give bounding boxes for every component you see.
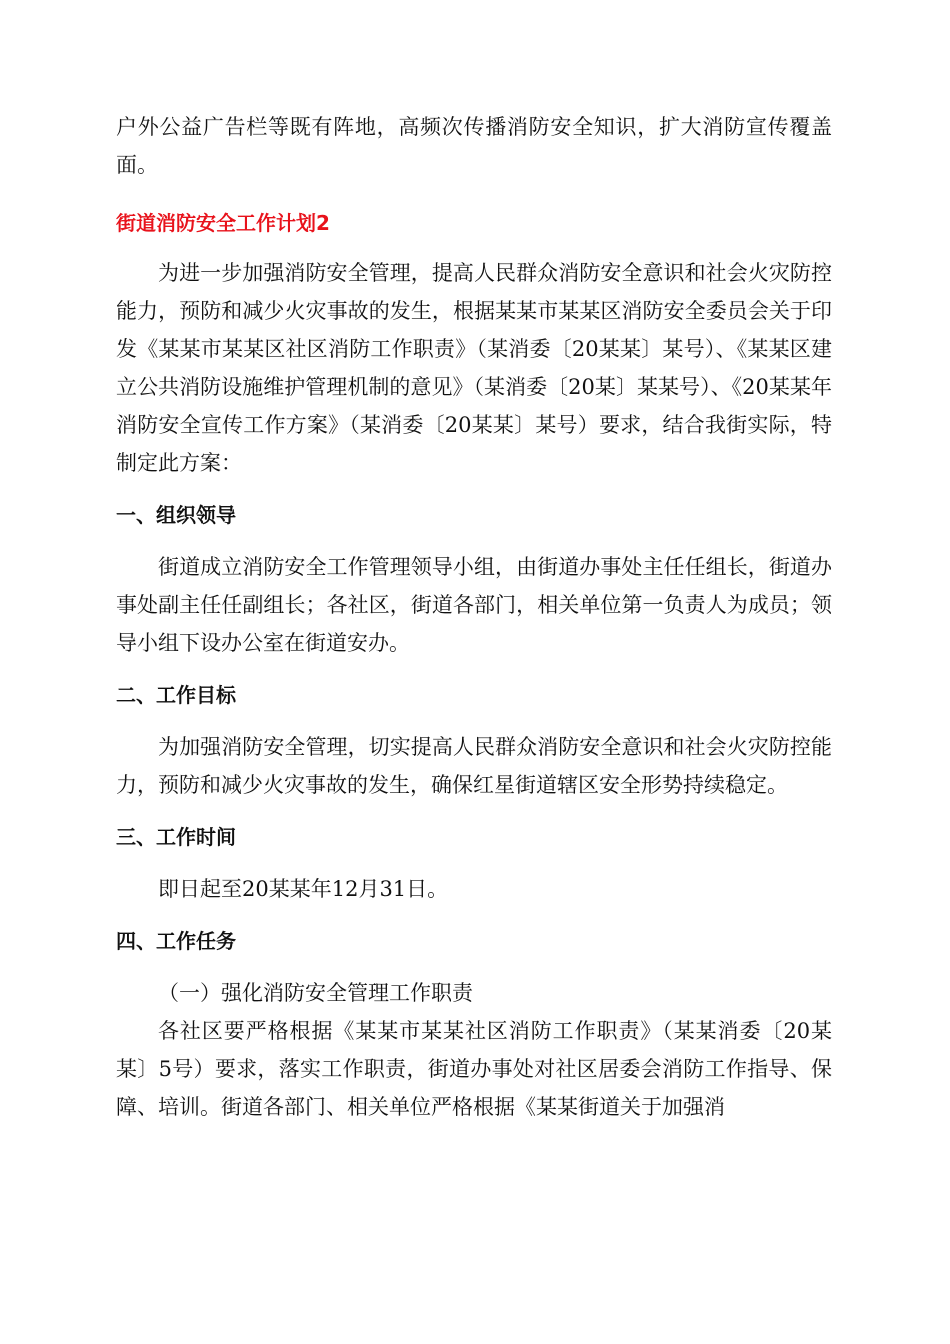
section-paragraph-goals: 为加强消防安全管理，切实提高人民群众消防安全意识和社会火灾防控能力，预防和减少火灾事故的发生，确保红星街道辖区安全形势持续稳定。: [116, 735, 832, 797]
document-body: [116, 108, 832, 1126]
section-paragraph-tasks: 各社区要严格根据《某某市某某社区消防工作职责》（某某消委〔20某某〕5号）要求，落实工作职责，街道办事处对社区居委会消防工作指导、保障、培训。街道各部门、相关单位严格根据《某某街道关于加强消: [116, 1019, 832, 1119]
intro-paragraph: 户外公益广告栏等既有阵地，高频次传播消防安全知识，扩大消防宣传覆盖面。: [116, 115, 832, 177]
section-paragraph-organization: 街道成立消防安全工作管理领导小组，由街道办事处主任任组长，街道办事处副主任任副组长；各社区，街道各部门，相关单位第一负责人为成员；领导小组下设办公室在街道安办。: [116, 555, 832, 655]
section-heading-organization: 一、组织领导: [116, 503, 236, 527]
section-paragraph-time: 即日起至20某某年12月31日。: [158, 877, 449, 901]
plan-title: 街道消防安全工作计划2: [116, 211, 330, 235]
section-heading-goals: 二、工作目标: [116, 683, 236, 707]
section-heading-tasks: 四、工作任务: [116, 929, 236, 953]
section-heading-time: 三、工作时间: [116, 825, 236, 849]
opening-paragraph: 为进一步加强消防安全管理，提高人民群众消防安全意识和社会火灾防控能力，预防和减少火灾事故的发生，根据某某市某某区消防安全委员会关于印发《某某市某某区社区消防工作职责》（某消委〔20某某〕某号）、《某某区建立公共消防设施维护管理机制的意见》（某消委〔20某〕某某号）、《20某某年消防安全宣传工作方案》（某消委〔20某某〕某号）要求，结合我街实际，特制定此方案：: [116, 261, 832, 475]
section-subheading-tasks: （一）强化消防安全管理工作职责: [158, 981, 473, 1005]
